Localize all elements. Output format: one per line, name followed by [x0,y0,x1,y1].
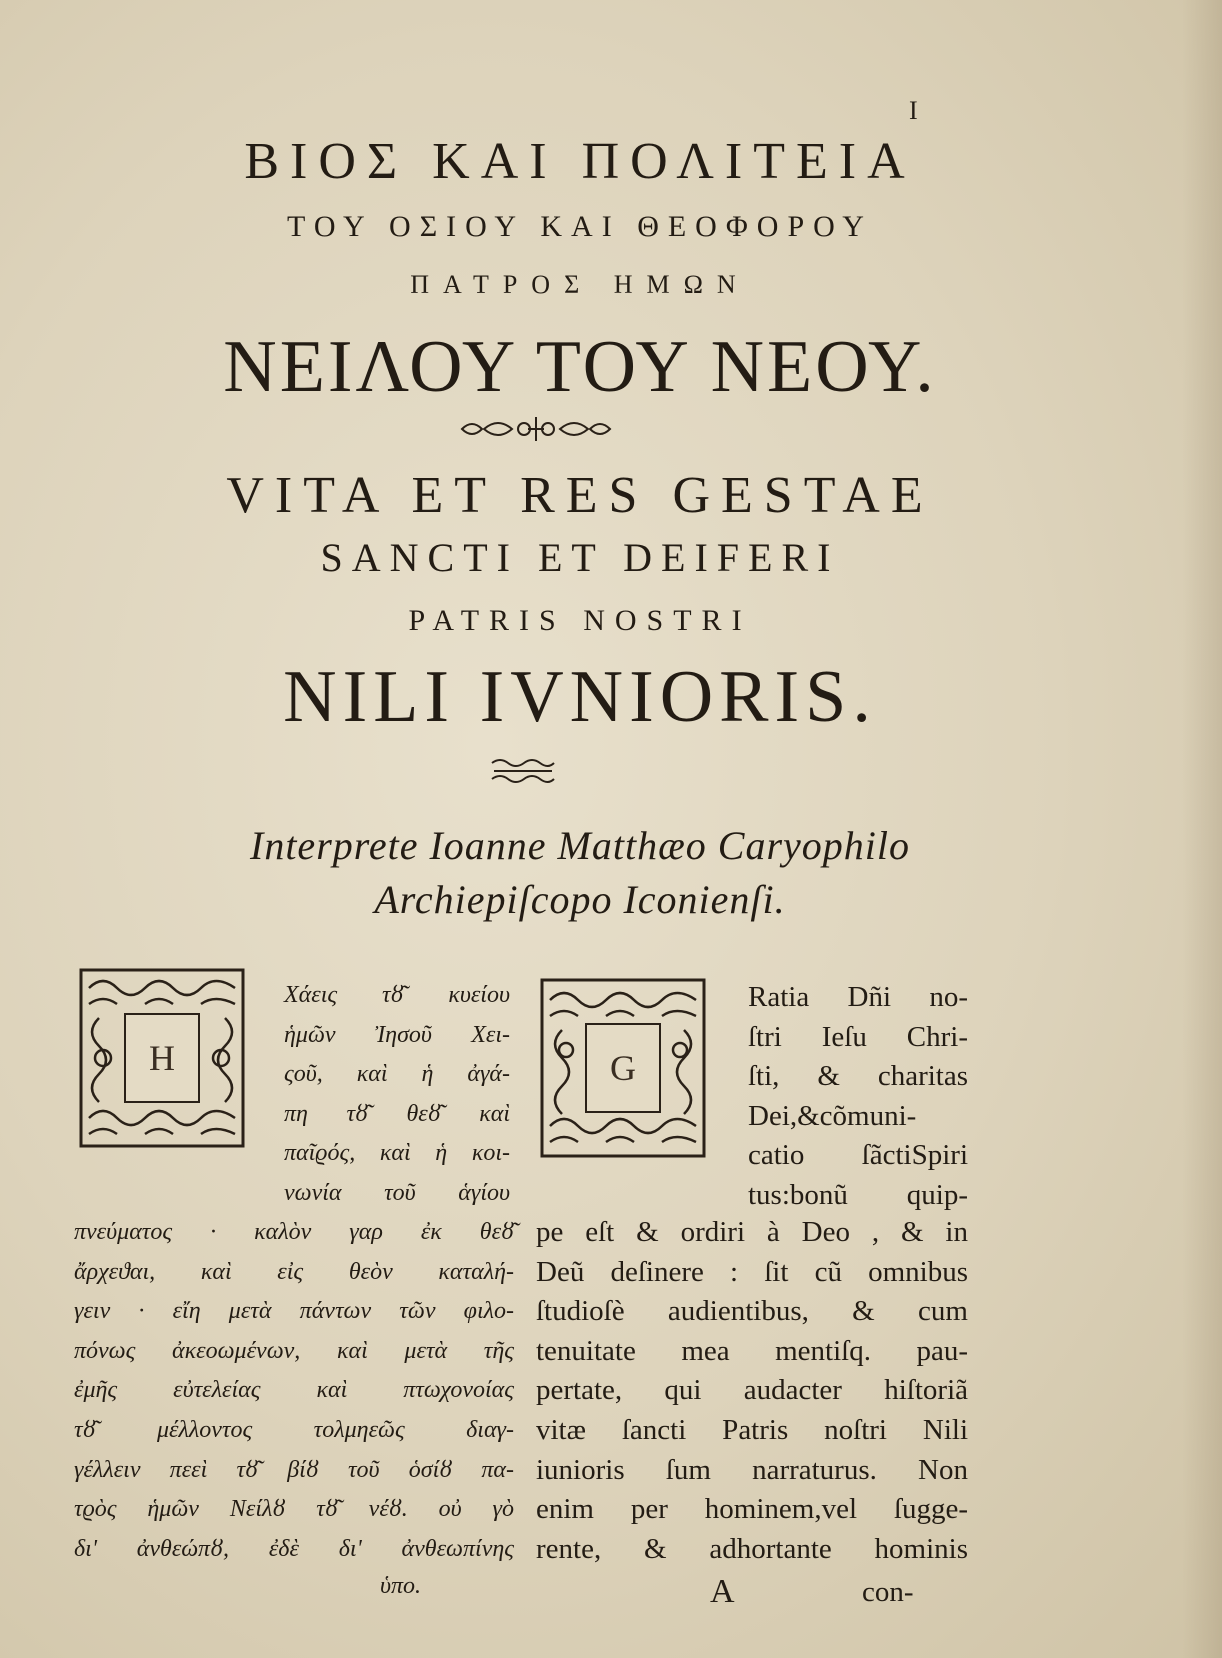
greek-text-top [284,976,510,1214]
greek-line: πνεύματος · καλὸν γαρ ἐκ θεȣ͂ [74,1219,514,1245]
latin-line: Deũ deſinere : ſit cũ omnibus [536,1255,968,1288]
greek-line: γειν · εἴη μετὰ πάντων τῶν φιλο- [74,1298,514,1325]
latin-title-line-4: NILI IVNIORIS. [283,656,877,738]
latin-initial-letter: G [610,1048,636,1088]
greek-line: ἄρχεϑαι, καὶ εἰς θεὸν καταλή- [74,1258,514,1285]
greek-text-body [74,1213,514,1569]
latin-line: Dei,&cõmuni- [748,1099,917,1132]
latin-text-top [748,978,968,1216]
latin-line: tenuitate mea mentiſq. pau- [536,1334,968,1367]
latin-line: pertate, qui audacter hiſtoriã [536,1374,968,1407]
greek-line: νωνία τοῦ ἁγίου [284,1179,510,1206]
greek-line: ςοῦ, καὶ ἡ ἀγά- [284,1061,510,1088]
printers-ornament-2 [488,757,558,792]
latin-title-line-1: VITA ET RES GESTAE [226,467,934,524]
greek-title-line-3: ΠΑΤΡΟΣ ΗΜΩΝ [410,270,750,299]
greek-line: τϱὸς ἡμῶν Νείλȣ τȣ͂ νέȣ. οὐ γὸ [74,1496,514,1523]
greek-line: δι' ἀνθεώπȣ, ἐδὲ δι' ἀνθεωπίνης [74,1535,514,1562]
latin-line: rente, & adhortante hominis [536,1532,968,1565]
greek-decorated-initial [79,968,245,1148]
latin-line: vitæ ſancti Patris noſtri Nili [536,1413,968,1446]
latin-line: ſtri Ieſu Chri- [748,1020,968,1053]
latin-line: iunioris ſum narraturus. Non [536,1453,968,1486]
greek-title-line-4: ΝΕΙΛΟΥ ΤΟΥ ΝΕΟΥ. [223,326,937,408]
greek-line: ἐμῆς εὐτελείας καὶ πτωχονοίας [74,1377,514,1404]
signature-mark: A [710,1573,735,1610]
latin-line: pe eſt & ordiri à Deo , & in [536,1216,968,1248]
greek-initial-letter: Η [149,1038,175,1078]
latin-title-line-2: SANCTI ET DEIFERI [320,535,840,580]
greek-line: γέλλειν πεεὶ τȣ͂ βίȣ τοῦ ὁσίȣ πα- [74,1456,514,1483]
greek-line: ἡμῶν Ἰησοῦ Χει- [284,1021,510,1048]
latin-line: ſtudioſè audientibus, & cum [536,1295,968,1328]
printers-ornament-1 [458,415,614,448]
greek-line: τȣ͂ μέλλοντος τολμηεῶς διαγ- [74,1416,514,1443]
greek-title-line-2: ΤΟΥ ΟΣΙΟΥ ΚΑΙ ΘΕΟΦΟΡΟΥ [287,210,873,243]
greek-line: πόνως ἀκεοωμένων, καὶ μετὰ τῆς [74,1337,514,1364]
latin-line: catio ſãctiSpiri [748,1139,968,1172]
latin-decorated-initial [540,978,706,1158]
latin-line: Ratia Dñi no- [748,981,968,1013]
latin-line: enim per hominem,vel ſugge- [536,1493,968,1526]
latin-title-line-3: PATRIS NOSTRI [408,604,752,637]
interpreter-line-2: Archiepiſcopo Iconienſi. [374,877,786,922]
greek-last-line: ὑπο. [380,1573,422,1599]
greek-line: Χάεις τȣ͂ κυείου [284,982,510,1008]
greek-line: παῖϱός, καὶ ἡ κοι- [284,1140,510,1167]
catchword: con- [862,1576,914,1608]
latin-line: ſti, & charitas [748,1060,968,1093]
latin-line: tus:bonũ quip- [748,1178,968,1211]
latin-text-body [536,1213,968,1569]
page-number: I [909,96,918,125]
page-edge-shadow [1182,0,1222,1658]
interpreter-line-1: Interprete Ioanne Matthæo Caryophilo [250,823,910,868]
greek-line: πη τȣ͂ θεȣ͂ καὶ [284,1100,510,1127]
greek-title-line-1: ΒΙΟΣ ΚΑΙ ΠΟΛΙΤΕΙΑ [244,133,916,190]
